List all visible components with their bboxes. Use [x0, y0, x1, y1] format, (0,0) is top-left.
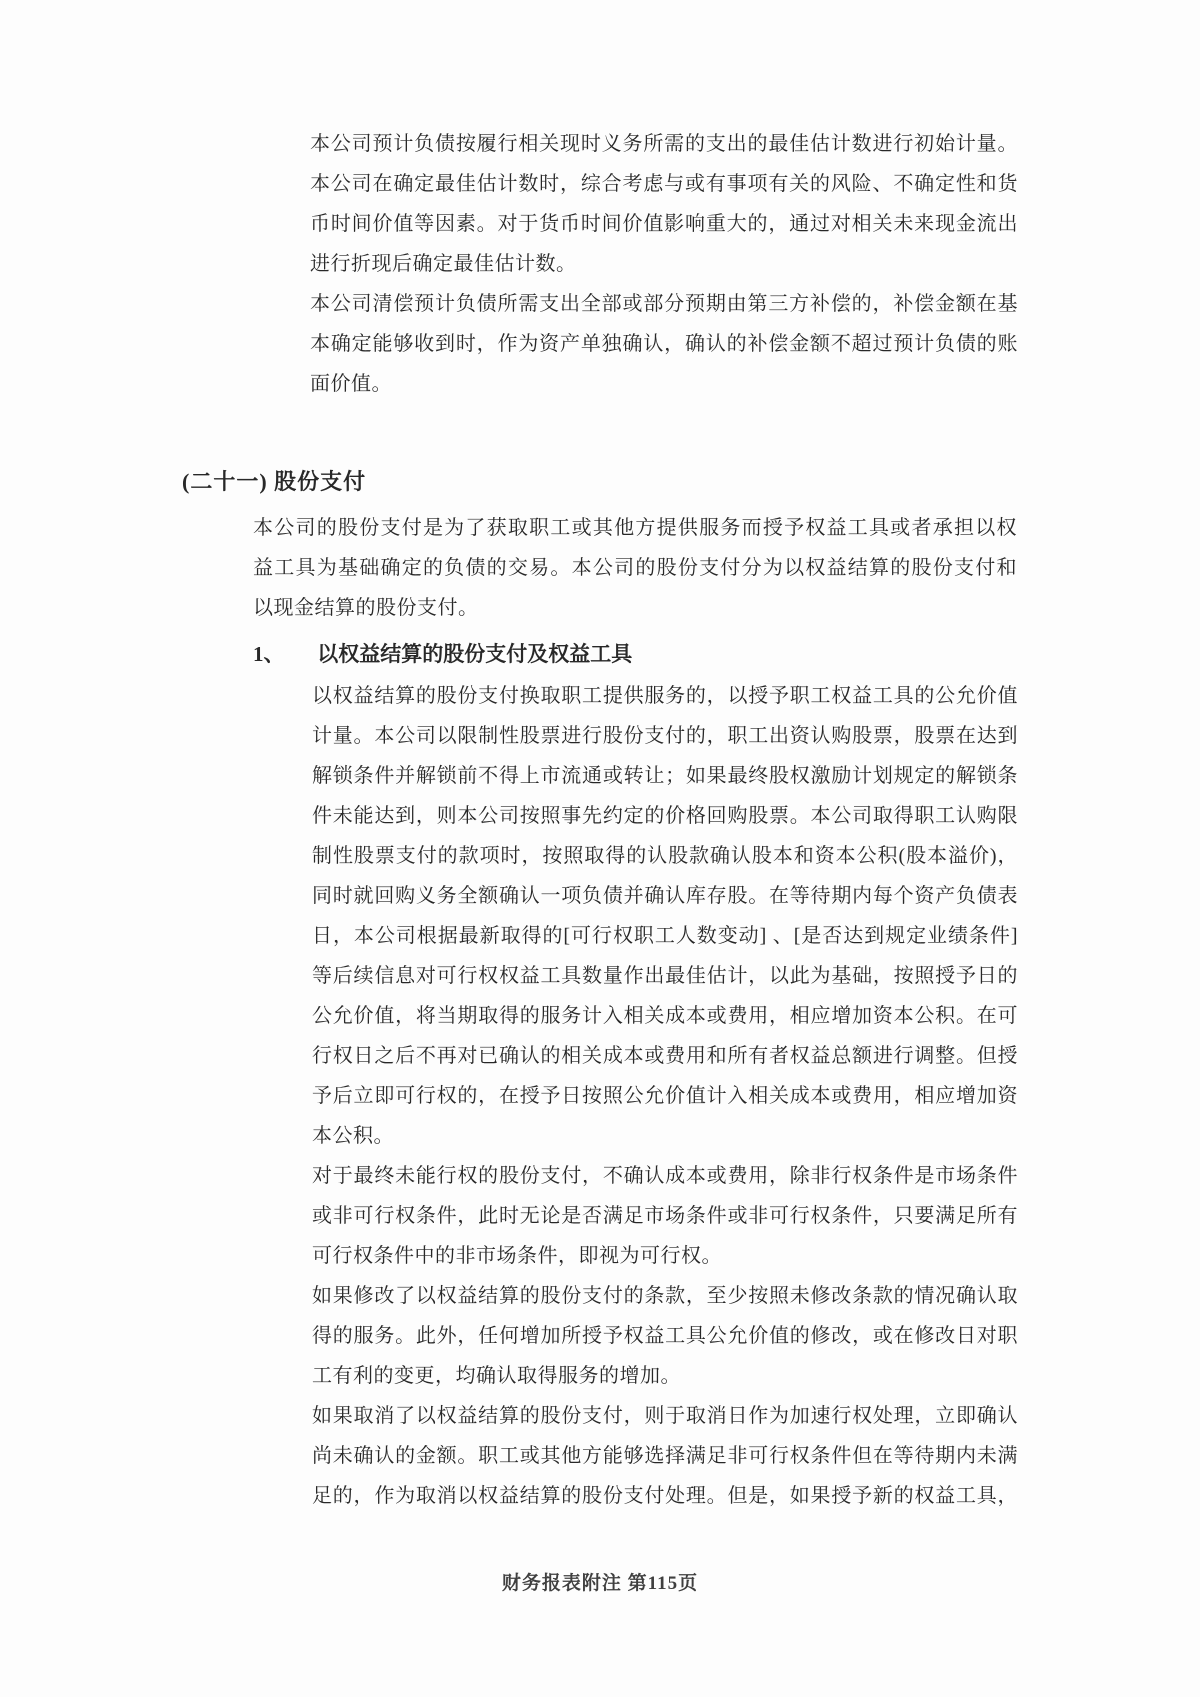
text-line: 制性股票支付的款项时，按照取得的认股款确认股本和资本公积(股本溢价)， [312, 845, 1018, 867]
text-line: 以现金结算的股份支付。 [253, 597, 479, 619]
subsection-number: 1、 [253, 642, 285, 666]
page-footer: 财务报表附注 第115页 [501, 1573, 699, 1594]
text-line: 工有利的变更，均确认取得服务的增加。 [312, 1365, 681, 1387]
text-line: 进行折现后确定最佳估计数。 [310, 253, 577, 275]
text-line: 行权日之后不再对已确认的相关成本或费用和所有者权益总额进行调整。但授 [312, 1045, 1018, 1067]
section-number: (二十一) [182, 469, 268, 494]
text-line: 本公司的股份支付是为了获取职工或其他方提供服务而授予权益工具或者承担以权 [253, 517, 1017, 539]
text-line: 本确定能够收到时，作为资产单独确认，确认的补偿金额不超过预计负债的账 [310, 333, 1018, 355]
text-line: 益工具为基础确定的负债的交易。本公司的股份支付分为以权益结算的股份支付和 [253, 557, 1017, 579]
text-line: 解锁条件并解锁前不得上市流通或转让；如果最终股权激励计划规定的解锁条 [312, 765, 1018, 787]
text-line: 本公司在确定最佳估计数时，综合考虑与或有事项有关的风险、不确定性和货 [310, 173, 1018, 195]
text-line: 本公积。 [312, 1125, 394, 1147]
subsection-heading [253, 634, 632, 674]
text-line: 对于最终未能行权的股份支付，不确认成本或费用，除非行权条件是市场条件 [312, 1165, 1018, 1187]
text-line: 以权益结算的股份支付换取职工提供服务的，以授予职工权益工具的公允价值 [312, 685, 1018, 707]
text-line: 币时间价值等因素。对于货币时间价值影响重大的，通过对相关未来现金流出 [310, 213, 1018, 235]
text-line: 公允价值，将当期取得的服务计入相关成本或费用，相应增加资本公积。在可 [312, 1005, 1018, 1027]
text-line: 得的服务。此外，任何增加所授予权益工具公允价值的修改，或在修改日对职 [312, 1325, 1018, 1347]
text-line: 日，本公司根据最新取得的[可行权职工人数变动] 、[是否达到规定业绩条件] [312, 925, 1018, 947]
text-line: 等后续信息对可行权权益工具数量作出最佳估计，以此为基础，按照授予日的 [312, 965, 1018, 987]
text-line: 如果修改了以权益结算的股份支付的条款，至少按照未修改条款的情况确认取 [312, 1285, 1018, 1307]
text-line: 可行权条件中的非市场条件，即视为可行权。 [312, 1245, 722, 1267]
prelude-paragraphs [310, 124, 1018, 404]
text-line: 予后立即可行权的，在授予日按照公允价值计入相关成本或费用，相应增加资 [312, 1085, 1018, 1107]
section-intro [253, 508, 1017, 628]
subsection-body [312, 676, 1018, 1516]
section-heading [182, 462, 366, 502]
text-line: 本公司清偿预计负债所需支出全部或部分预期由第三方补偿的，补偿金额在基 [310, 293, 1018, 315]
text-line: 尚未确认的金额。职工或其他方能够选择满足非可行权条件但在等待期内未满 [312, 1445, 1018, 1467]
text-line: 本公司预计负债按履行相关现时义务所需的支出的最佳估计数进行初始计量。 [310, 133, 1018, 155]
text-line: 如果取消了以权益结算的股份支付，则于取消日作为加速行权处理，立即确认 [312, 1405, 1018, 1427]
subsection-title: 以权益结算的股份支付及权益工具 [317, 642, 633, 666]
section-title: 股份支付 [274, 469, 367, 494]
text-line: 足的，作为取消以权益结算的股份支付处理。但是，如果授予新的权益工具， [312, 1485, 1018, 1507]
text-line: 件未能达到，则本公司按照事先约定的价格回购股票。本公司取得职工认购限 [312, 805, 1018, 827]
text-line: 面价值。 [310, 373, 392, 395]
text-line: 或非可行权条件，此时无论是否满足市场条件或非可行权条件，只要满足所有 [312, 1205, 1018, 1227]
text-line: 同时就回购义务全额确认一项负债并确认库存股。在等待期内每个资产负债表 [312, 885, 1018, 907]
text-line: 计量。本公司以限制性股票进行股份支付的，职工出资认购股票，股票在达到 [312, 725, 1018, 747]
